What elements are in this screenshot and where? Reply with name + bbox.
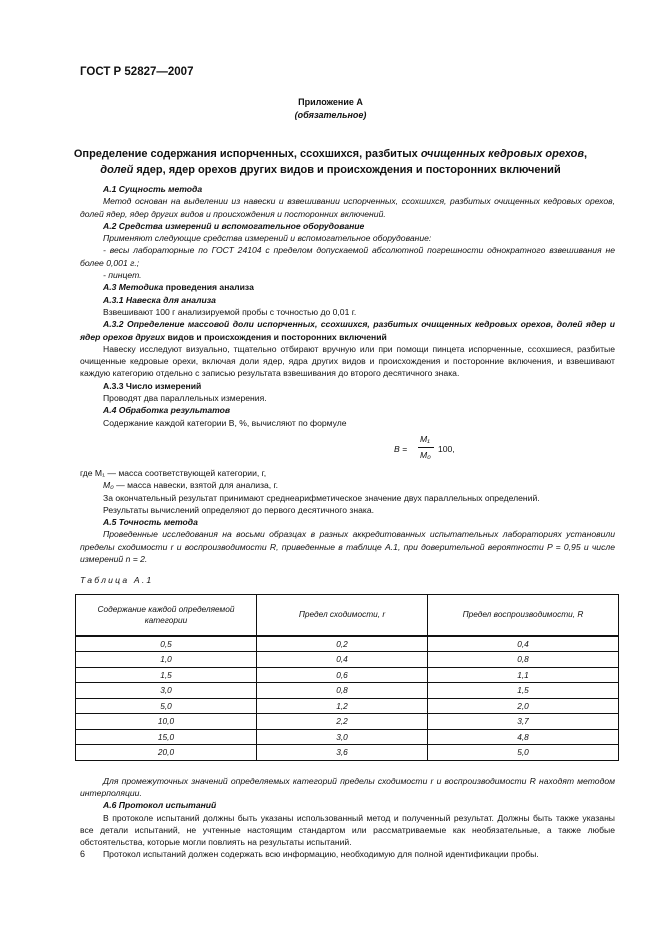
- table-cell: 1,1: [428, 667, 619, 683]
- section-heading-a32: [80, 318, 615, 343]
- paragraph: В протоколе испытаний должны быть указаны использованный метод и полученный результат. Должны быть также указаны все детали испытаний, не учтенные настоящим стандартом или рассматриваемые как необязательные, а также любые обстоятельства, которые могли повлиять на результаты испытаний.: [80, 812, 615, 848]
- column-header: Предел сходимости, r: [257, 594, 428, 636]
- table-row: [76, 698, 619, 714]
- table-cell: 1,5: [76, 667, 257, 683]
- table-cell: 1,0: [76, 652, 257, 668]
- formula-lhs: B =: [394, 443, 408, 454]
- table-cell: 0,8: [257, 683, 428, 699]
- heading-part: А.3.2 Определение массовой доли испорченных, ссохшихся, разбитых очищенных кедровых орехов, долей ядер и ядер орехов других: [80, 319, 615, 342]
- formula-numerator: M₁: [420, 433, 430, 444]
- heading-part: видов и происхождения и посторонних включений: [165, 331, 387, 342]
- table-cell: 4,8: [428, 729, 619, 745]
- paragraph: Проводят два параллельных измерения.: [103, 393, 267, 404]
- table-row: [76, 652, 619, 668]
- formula-denominator: M₀: [420, 449, 431, 460]
- table-cell: 2,2: [257, 714, 428, 730]
- where-line: [80, 467, 615, 479]
- column-header: Предел воспроизводимости, R: [428, 594, 619, 636]
- paragraph: Для промежуточных значений определяемых категорий пределы сходимости r и воспроизводимости R находят методом интерполяции.: [80, 775, 615, 798]
- title-part: ,: [584, 148, 588, 160]
- table-cell: 0,4: [428, 636, 619, 652]
- precision-table: [75, 594, 619, 761]
- fraction-bar: [418, 447, 434, 448]
- title-part: долей: [100, 164, 134, 176]
- table-caption: Таблица А.1: [80, 575, 154, 586]
- paragraph: Протокол испытаний должен содержать всю информацию, необходимую для полной идентификации пробы.: [103, 849, 539, 860]
- variable: где M₁: [80, 467, 105, 478]
- table-cell: 2,0: [428, 698, 619, 714]
- table-cell: 5,0: [428, 745, 619, 761]
- table-cell: 0,6: [257, 667, 428, 683]
- paragraph: Содержание каждой категории B, %, вычисляют по формуле: [103, 417, 347, 428]
- heading-part: А.3 Методика: [103, 282, 164, 293]
- list-item: - пинцет.: [103, 270, 142, 281]
- section-heading-a33: А.3.3 Число измерений: [103, 380, 202, 391]
- paragraph: Взвешивают 100 г анализируемой пробы с точностью до 0,01 г.: [103, 306, 357, 317]
- table-cell: 0,8: [428, 652, 619, 668]
- column-header: Содержание каждой определяемой категории: [76, 594, 257, 636]
- table-cell: 0,5: [76, 636, 257, 652]
- section-heading-a31: А.3.1 Навеска для анализа: [103, 294, 216, 305]
- table-cell: 1,2: [257, 698, 428, 714]
- section-heading-a2: А.2 Средства измерений и вспомогательное оборудование: [103, 220, 365, 231]
- variable-description: — масса навески, взятой для анализа, г.: [113, 480, 279, 491]
- heading-part: проведения анализа: [163, 282, 254, 293]
- title-part: очищенных кедровых орехов: [420, 148, 585, 160]
- table-row: [76, 636, 619, 652]
- appendix-status: (обязательное): [294, 110, 367, 120]
- table-row: [76, 683, 619, 699]
- paragraph: Результаты вычислений определяют до первого десятичного знака.: [103, 504, 374, 515]
- table-cell: 3,0: [257, 729, 428, 745]
- formula-factor: 100,: [438, 443, 455, 454]
- table-cell: 10,0: [76, 714, 257, 730]
- table-cell: 3,0: [76, 683, 257, 699]
- where-line: [80, 479, 615, 491]
- table-row: [76, 729, 619, 745]
- section-heading-a5: А.5 Точность метода: [103, 517, 198, 528]
- page-number: 6: [80, 849, 86, 859]
- table-row: [76, 667, 619, 683]
- formula: [80, 429, 615, 467]
- paragraph: Применяют следующие средства измерений и вспомогательное оборудование:: [103, 233, 432, 244]
- table-cell: 3,6: [257, 745, 428, 761]
- table-cell: 20,0: [76, 745, 257, 761]
- document-body: [80, 183, 615, 861]
- variable: M₀: [103, 480, 114, 491]
- table-row: [76, 714, 619, 730]
- paragraph: Навеску исследуют визуально, тщательно отбирают вручную или при помощи пинцета испорченные, ссохшиеся, разбитые очищенные кедровые орехи, включая доли ядер, ядра других видов и происхождения и посторонние включения, и взвешивают каждую категорию отдельно с записью результата взвешивания до второго десятичного знака.: [80, 343, 615, 379]
- table-cell: 1,5: [428, 683, 619, 699]
- section-heading-a6: А.6 Протокол испытаний: [103, 800, 217, 811]
- table-cell: 0,2: [257, 636, 428, 652]
- paragraph: Проведенные исследования на восьми образцах в разных аккредитованных испытательных лабораториях установили пределы сходимости r и воспроизводимости R, приведенные в таблице А.1, при доверительной вероятности P = 0,95 и числе измерений n = 2.: [80, 529, 615, 565]
- paragraph: За окончательный результат принимают среднеарифметическое значение двух параллельных определений.: [103, 492, 540, 503]
- table-header-row: [76, 594, 619, 636]
- title-part: Определение содержания испорченных, ссохшихся, разбитых: [73, 148, 421, 160]
- section-heading-a1: А.1 Сущность метода: [103, 184, 203, 194]
- paragraph: Метод основан на выделении из навески и взвешивании испорченных, ссохшихся, разбитых очищенных кедровых орехов, долей ядер, ядер других видов и происхождения и посторонних включений.: [80, 196, 615, 219]
- table-cell: 3,7: [428, 714, 619, 730]
- document-title: [0, 146, 661, 178]
- table-cell: 5,0: [76, 698, 257, 714]
- appendix-title: Приложение А: [298, 97, 363, 107]
- section-heading-a4: А.4 Обработка результатов: [103, 405, 231, 416]
- table-cell: 15,0: [76, 729, 257, 745]
- table-row: [76, 745, 619, 761]
- list-item: - весы лабораторные по ГОСТ 24104 с пределом допускаемой абсолютной погрешности однократного взвешивания не более 0,001 г.;: [80, 245, 615, 268]
- section-heading-a3: [80, 281, 615, 293]
- table-cell: 0,4: [257, 652, 428, 668]
- title-part: ядер, ядер орехов других видов и происхождения и посторонних включений: [133, 164, 561, 176]
- variable-description: — масса соответствующей категории, г,: [105, 467, 267, 478]
- standard-number: ГОСТ Р 52827—2007: [80, 66, 194, 78]
